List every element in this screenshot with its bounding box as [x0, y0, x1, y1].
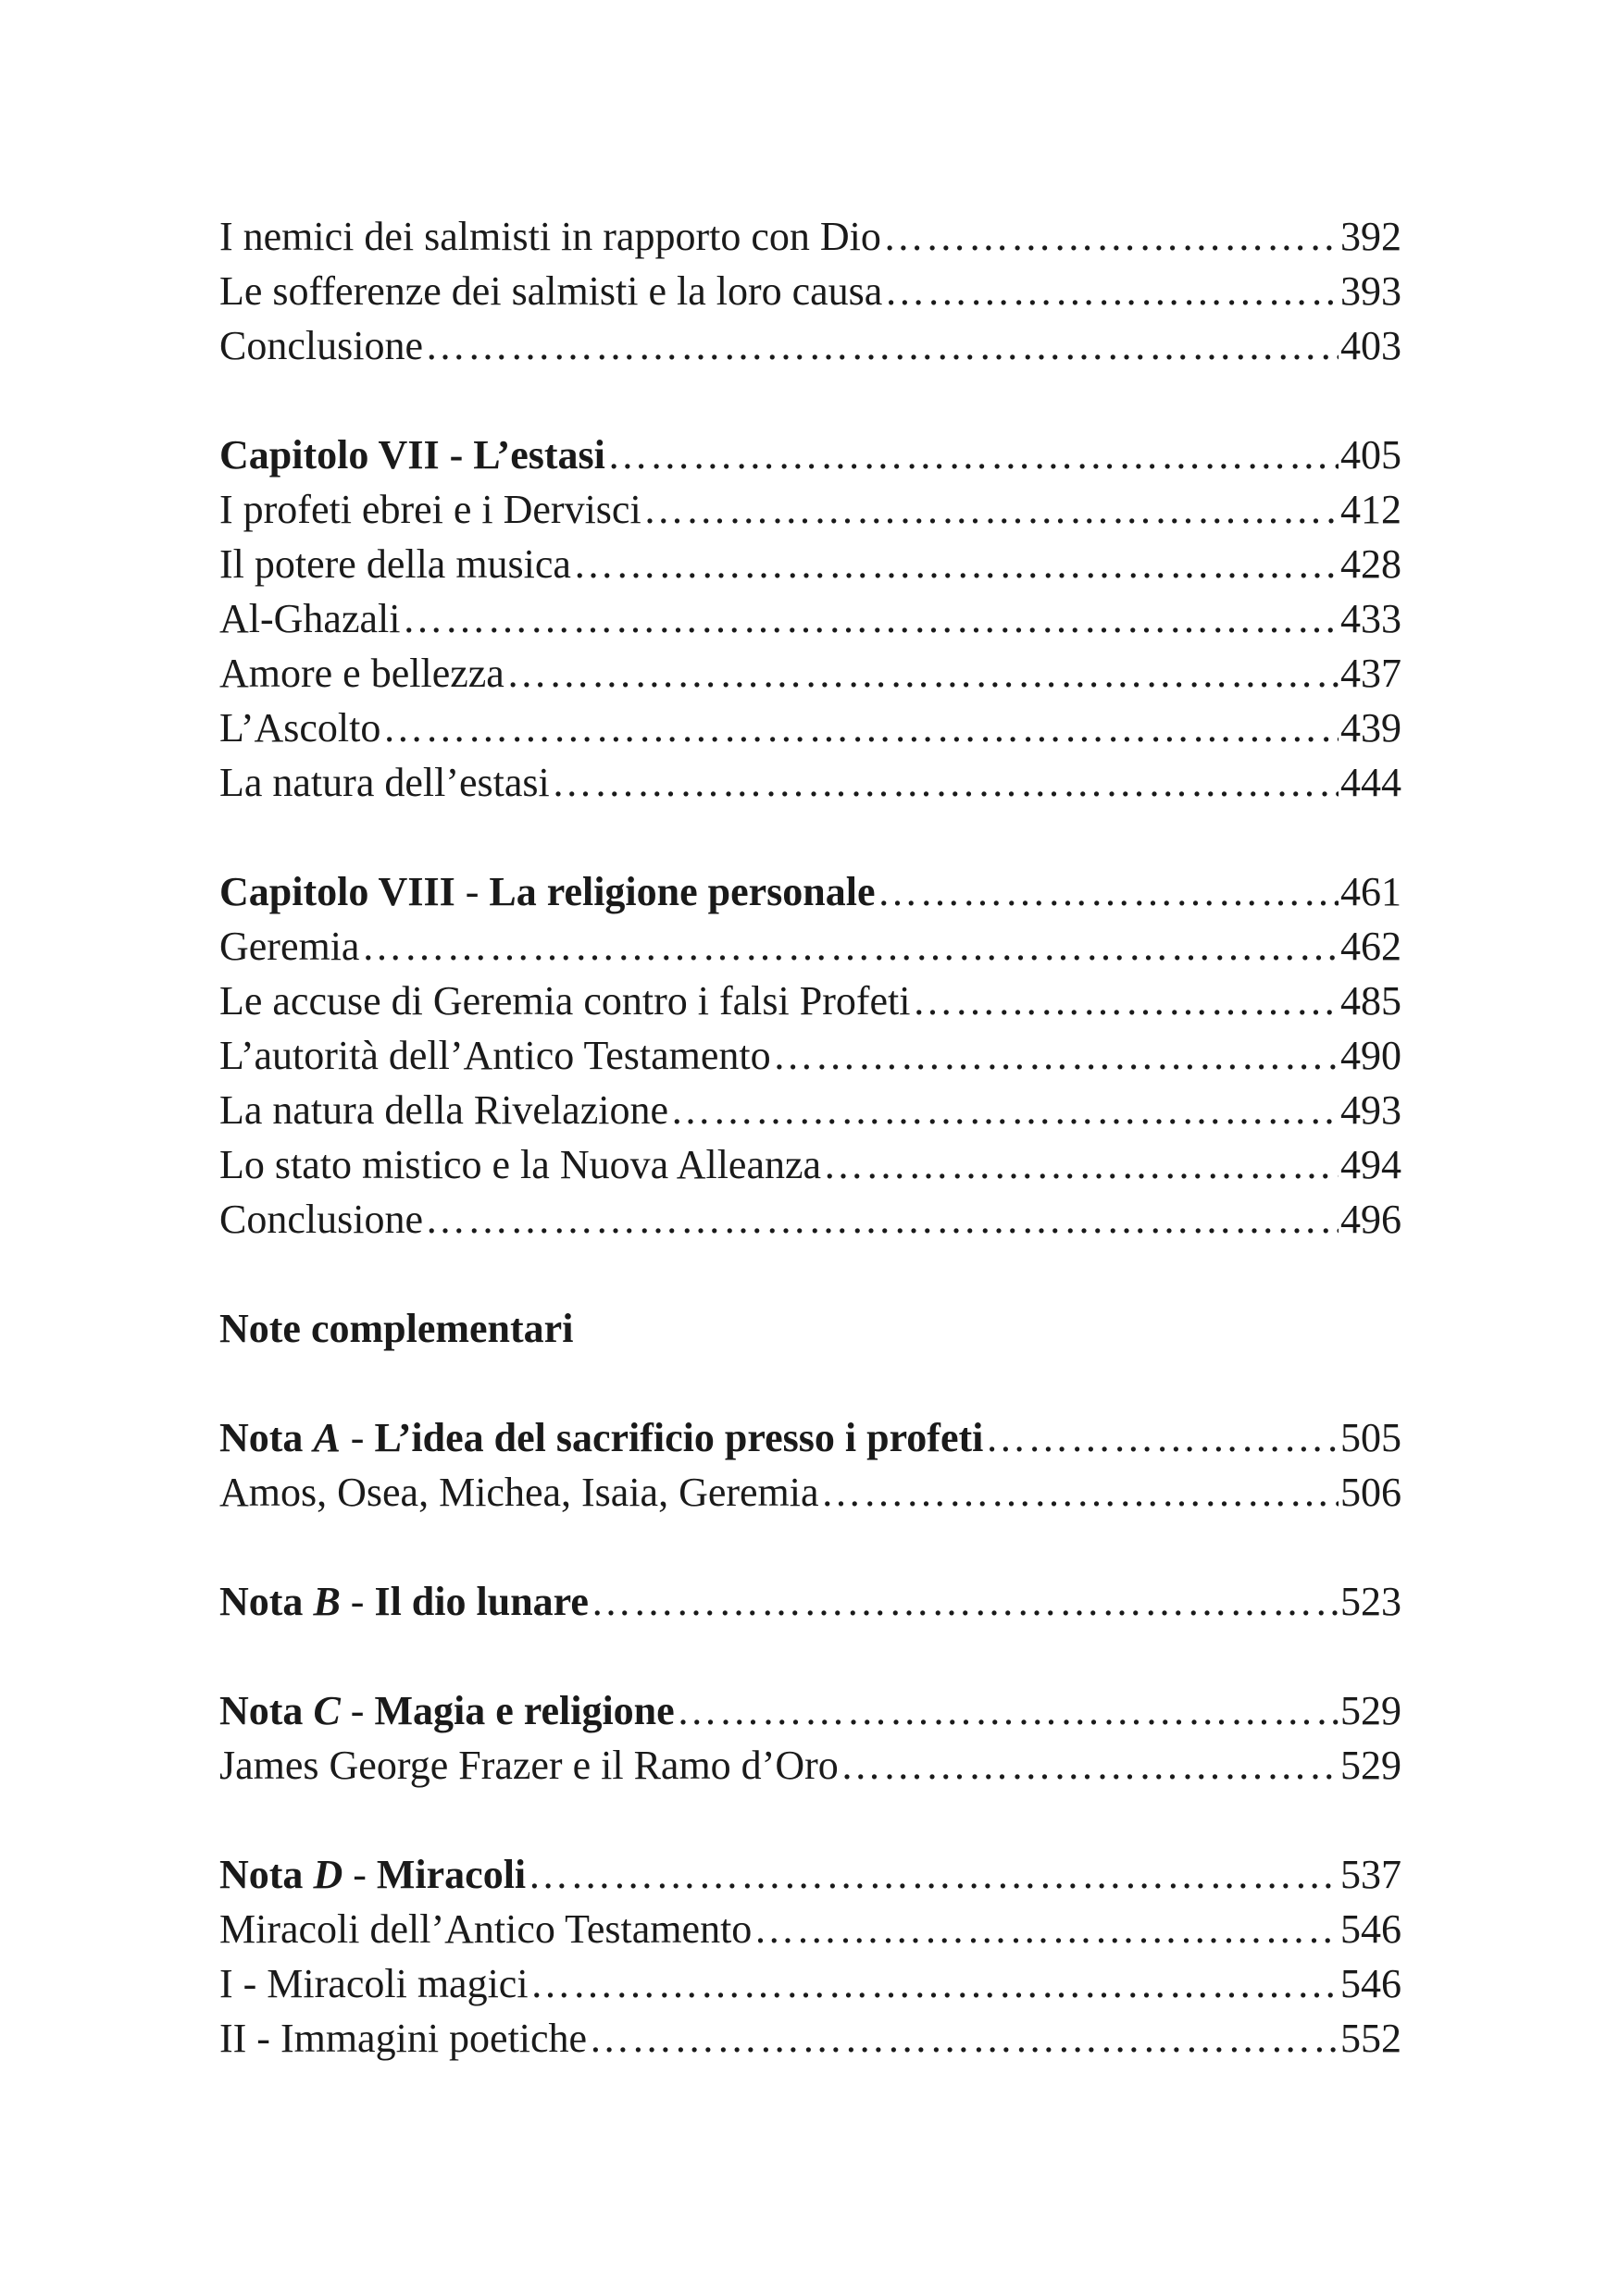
toc-entry-title: Il potere della musica: [219, 541, 571, 587]
toc-chapter-page: 405: [1340, 432, 1401, 478]
toc-entry-title: Conclusione: [219, 1197, 423, 1242]
dot-leader: [530, 1956, 1339, 2011]
toc-entry: [219, 482, 1401, 537]
toc-entry: [219, 2011, 1401, 2066]
spacer: [219, 810, 1401, 864]
toc-entry: [219, 646, 1401, 701]
toc-entry-page: 506: [1340, 1470, 1401, 1515]
toc-chapter-page: 461: [1340, 869, 1401, 914]
toc-note-page: 523: [1340, 1579, 1401, 1624]
dot-leader: [361, 919, 1339, 974]
spacer: [219, 1247, 1401, 1301]
toc-entry-title: Amore e bellezza: [219, 651, 504, 696]
dot-leader: [753, 1902, 1339, 1956]
toc-entry-title: I profeti ebrei e i Dervisci: [219, 487, 641, 532]
note-letter: C: [313, 1688, 341, 1733]
note-separator: -: [340, 1579, 375, 1624]
dot-leader: [425, 318, 1339, 373]
note-separator: -: [340, 1688, 375, 1733]
dot-leader: [573, 537, 1339, 591]
toc-entry-title: I nemici dei salmisti in rapporto con Dio: [219, 214, 881, 259]
toc-chapter-title: [219, 428, 605, 482]
dot-leader: [841, 1738, 1339, 1793]
toc-note-title: [219, 1574, 589, 1629]
toc-entry: [219, 1137, 1401, 1192]
dot-leader: [670, 1083, 1339, 1137]
note-name: Il dio lunare: [374, 1579, 589, 1624]
dot-leader: [528, 1847, 1339, 1902]
toc-entry-page: 546: [1340, 1906, 1401, 1952]
note-prefix: Nota: [219, 1688, 304, 1733]
toc-entry-title: Amos, Osea, Michea, Isaia, Geremia: [219, 1470, 819, 1515]
spacer: [219, 1520, 1401, 1574]
dot-leader: [506, 646, 1339, 701]
toc-entry-page: 439: [1340, 705, 1401, 751]
toc-entry-title: La natura della Rivelazione: [219, 1087, 668, 1133]
toc-entry: [219, 1028, 1401, 1083]
toc-entry-page: 462: [1340, 924, 1401, 969]
chapter-separator: -: [455, 869, 490, 914]
note-separator: -: [342, 1852, 377, 1897]
toc-entry-title: Lo stato mistico e la Nuova Alleanza: [219, 1142, 822, 1187]
dot-leader: [985, 1410, 1339, 1465]
toc-entry: [219, 1956, 1401, 2011]
toc-chapter: [219, 428, 1401, 482]
toc-entry-title: La natura dell’estasi: [219, 760, 550, 805]
note-name: Magia e religione: [374, 1688, 675, 1733]
toc-chapter-title: [219, 864, 876, 919]
toc-entry: [219, 1192, 1401, 1247]
chapter-label: Capitolo VIII: [219, 869, 455, 914]
toc-entry-page: 552: [1340, 2016, 1401, 2061]
dot-leader: [552, 755, 1339, 810]
note-letter: A: [313, 1415, 341, 1460]
toc-entry-title: Le sofferenze dei salmisti e la loro causa: [219, 268, 883, 314]
toc-entry-page: 529: [1340, 1743, 1401, 1788]
dot-leader: [425, 1192, 1339, 1247]
toc-entry: [219, 755, 1401, 810]
toc-note-title: [219, 1683, 675, 1738]
note-letter: D: [313, 1852, 343, 1897]
toc-entry: [219, 1738, 1401, 1793]
note-separator: -: [340, 1415, 375, 1460]
note-name: L’idea del sacrificio presso i profeti: [374, 1415, 984, 1460]
toc-entry-page: 490: [1340, 1033, 1401, 1078]
note-prefix: Nota: [219, 1852, 304, 1897]
toc-entry-title: James George Frazer e il Ramo d’Oro: [219, 1743, 839, 1788]
note-letter: B: [313, 1579, 341, 1624]
dot-leader: [821, 1465, 1339, 1520]
dot-leader: [382, 701, 1339, 755]
note-prefix: Nota: [219, 1579, 304, 1624]
toc-entry: [219, 318, 1401, 373]
toc-entry-title: L’Ascolto: [219, 705, 381, 751]
toc-entry: [219, 919, 1401, 974]
toc-entry-page: 496: [1340, 1197, 1401, 1242]
toc-entry-title: Geremia: [219, 924, 360, 969]
toc-note-title: [219, 1847, 526, 1902]
notes-heading: Note complementari: [219, 1306, 574, 1351]
toc-entry-page: 433: [1340, 596, 1401, 641]
dot-leader: [402, 591, 1339, 646]
chapter-name: La religione personale: [489, 869, 876, 914]
toc-note: [219, 1683, 1401, 1738]
table-of-contents: [219, 209, 1401, 2066]
toc-entry-page: 412: [1340, 487, 1401, 532]
spacer: [219, 373, 1401, 428]
dot-leader: [883, 209, 1339, 264]
toc-note-title: [219, 1410, 983, 1465]
toc-entry: [219, 1465, 1401, 1520]
toc-entry-title: Conclusione: [219, 323, 423, 368]
note-name: Miracoli: [376, 1852, 527, 1897]
dot-leader: [607, 428, 1339, 482]
dot-leader: [878, 864, 1339, 919]
toc-entry: [219, 701, 1401, 755]
toc-entry: [219, 537, 1401, 591]
toc-entry-page: 444: [1340, 760, 1401, 805]
toc-entry-page: 546: [1340, 1961, 1401, 2006]
spacer: [219, 1793, 1401, 1847]
toc-entry-title: Le accuse di Geremia contro i falsi Profeti: [219, 978, 911, 1024]
toc-entry-page: 393: [1340, 268, 1401, 314]
toc-entry-title: L’autorità dell’Antico Testamento: [219, 1033, 771, 1078]
dot-leader: [912, 974, 1339, 1028]
dot-leader: [823, 1137, 1339, 1192]
toc-note-page: 505: [1340, 1415, 1401, 1460]
toc-entry-page: 392: [1340, 214, 1401, 259]
toc-entry-page: 428: [1340, 541, 1401, 587]
toc-note: [219, 1847, 1401, 1902]
toc-entry-title: Miracoli dell’Antico Testamento: [219, 1906, 753, 1952]
dot-leader: [884, 264, 1339, 318]
toc-entry: [219, 591, 1401, 646]
toc-note: [219, 1410, 1401, 1465]
chapter-label: Capitolo VII - L’estasi: [219, 432, 605, 478]
toc-note-page: 529: [1340, 1688, 1401, 1733]
toc-note-page: 537: [1340, 1852, 1401, 1897]
dot-leader: [643, 482, 1339, 537]
dot-leader: [677, 1683, 1339, 1738]
note-prefix: Nota: [219, 1415, 304, 1460]
toc-entry-page: 494: [1340, 1142, 1401, 1187]
spacer: [219, 1629, 1401, 1683]
toc-entry-title: II - Immagini poetiche: [219, 2016, 588, 2061]
toc-entry: [219, 1902, 1401, 1956]
toc-entry-title: Al-Ghazali: [219, 596, 401, 641]
toc-entry-page: 403: [1340, 323, 1401, 368]
toc-note: [219, 1574, 1401, 1629]
toc-entry-page: 485: [1340, 978, 1401, 1024]
toc-chapter: [219, 864, 1401, 919]
dot-leader: [589, 2011, 1339, 2066]
toc-entry: [219, 1083, 1401, 1137]
toc-entry-page: 493: [1340, 1087, 1401, 1133]
toc-entry-title: I - Miracoli magici: [219, 1961, 529, 2006]
toc-entry: [219, 209, 1401, 264]
dot-leader: [773, 1028, 1339, 1083]
spacer: [219, 1356, 1401, 1410]
toc-entry-page: 437: [1340, 651, 1401, 696]
dot-leader: [591, 1574, 1339, 1629]
toc-entry: [219, 264, 1401, 318]
toc-entry: [219, 974, 1401, 1028]
